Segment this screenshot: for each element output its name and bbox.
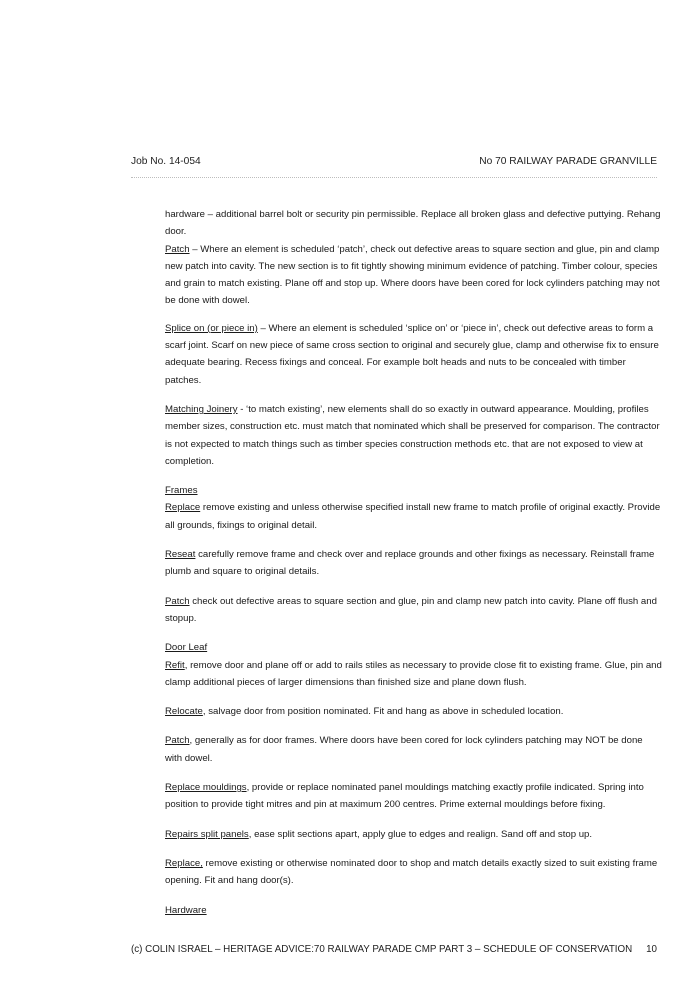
paragraph-door-replace: Replace, remove existing or otherwise nominated door to shop and match details exactly sized to suit existing frame opening. Fit and hang door(s). <box>165 857 658 887</box>
term-patch: Patch <box>165 735 190 747</box>
term-reseat: Reseat <box>165 549 196 561</box>
header-divider <box>131 177 657 178</box>
paragraph-door-relocate: Relocate, salvage door from position nominated. Fit and hang as above in scheduled location. <box>165 706 564 718</box>
paragraph-door-mouldings: Replace mouldings, provide or replace nominated panel mouldings matching exactly profile indicated. Spring into position to provide tight mitres and pin at maximum 200 centres. Prime external mouldings before fixing. <box>165 782 644 811</box>
project-title: No 70 RAILWAY PARADE GRANVILLE <box>479 156 657 167</box>
term-patch: Patch <box>165 595 190 607</box>
paragraph-frames-patch: Patch check out defective areas to square section and glue, pin and clamp new patch into cavity. Plane off flush and stopup. <box>165 595 657 624</box>
heading-door-leaf: Door Leaf <box>165 642 208 654</box>
paragraph-door-refit: Refit, remove door and plane off or add to rails stiles as necessary to provide close fit to existing frame. Glue, pin and clamp additional pieces of larger dimensions than finished size and plane down flush. <box>165 659 662 688</box>
term-matching-joinery: Matching Joinery <box>165 403 238 415</box>
paragraph-frames-reseat: Reseat carefully remove frame and check over and replace grounds and other fixings as necessary. Reinstall frame plumb and square to original details. <box>165 549 655 578</box>
footer-text: (c) COLIN ISRAEL – HERITAGE ADVICE:70 RAILWAY PARADE CMP PART 3 – SCHEDULE OF CONSERVATION <box>131 944 633 955</box>
term-refit: Refit <box>165 659 185 671</box>
term-relocate: Relocate <box>165 706 203 718</box>
paragraph-door-patch: Patch, generally as for door frames. Where doors have been cored for lock cylinders patching may NOT be done with dowel. <box>165 735 643 764</box>
heading-hardware: Hardware <box>165 904 207 916</box>
paragraph-patch: Patch – Where an element is scheduled ‘patch’, check out defective areas to square section and glue, pin and clamp new patch into cavity. The new section is to fit tightly showing minimum evidence of patching. Timber colour, species and grain to match existing. Plane off and stop up. Where doors have been cored for lock cylinders patching may not be done with dowel. <box>165 243 660 307</box>
term-replace-mouldings: Replace mouldings <box>165 782 247 794</box>
term-replace: Replace, <box>165 857 203 869</box>
paragraph-hardware-rehang: hardware – additional barrel bolt or security pin permissible. Replace all broken glass and defective puttying. Rehang door. <box>165 209 661 238</box>
page-header <box>131 156 657 174</box>
term-replace: Replace <box>165 502 201 514</box>
paragraph-matching-joinery: Matching Joinery - ‘to match existing’, new elements shall do so exactly in outward appearance. Moulding, profiles member sizes, construction etc. must match that nominated which shall be preserved for comparison. The contractor is not expected to match things such as timber species construction methods etc. that are not exposed to view at completion. <box>165 403 660 467</box>
paragraph-door-split-panels: Repairs split panels, ease split sections apart, apply glue to edges and realign. Sand off and stop up. <box>165 828 593 840</box>
term-splice-on: Splice on (or piece in) <box>165 322 258 334</box>
job-number: Job No. 14-054 <box>131 156 201 167</box>
paragraph-frames-replace: Replace remove existing and unless otherwise specified install new frame to match profile of original exactly. Provide all grounds, fixings to original detail. <box>165 502 661 531</box>
term-patch: Patch <box>165 243 190 255</box>
page-number: 10 <box>646 944 657 955</box>
document-body <box>165 206 662 919</box>
term-repairs-split-panels: Repairs split panels <box>165 828 249 840</box>
heading-frames: Frames <box>165 485 198 497</box>
paragraph-splice-on: Splice on (or piece in) – Where an element is scheduled ‘splice on’ or ‘piece in’, check out defective areas to form a scarf joint. Scarf on new piece of same cross section to original and securely glue, clamp and otherwise fix to ensure adequate bearing. Recess fixings and conceal. For example bolt heads and nuts to be concealed with timber patches. <box>165 322 659 386</box>
